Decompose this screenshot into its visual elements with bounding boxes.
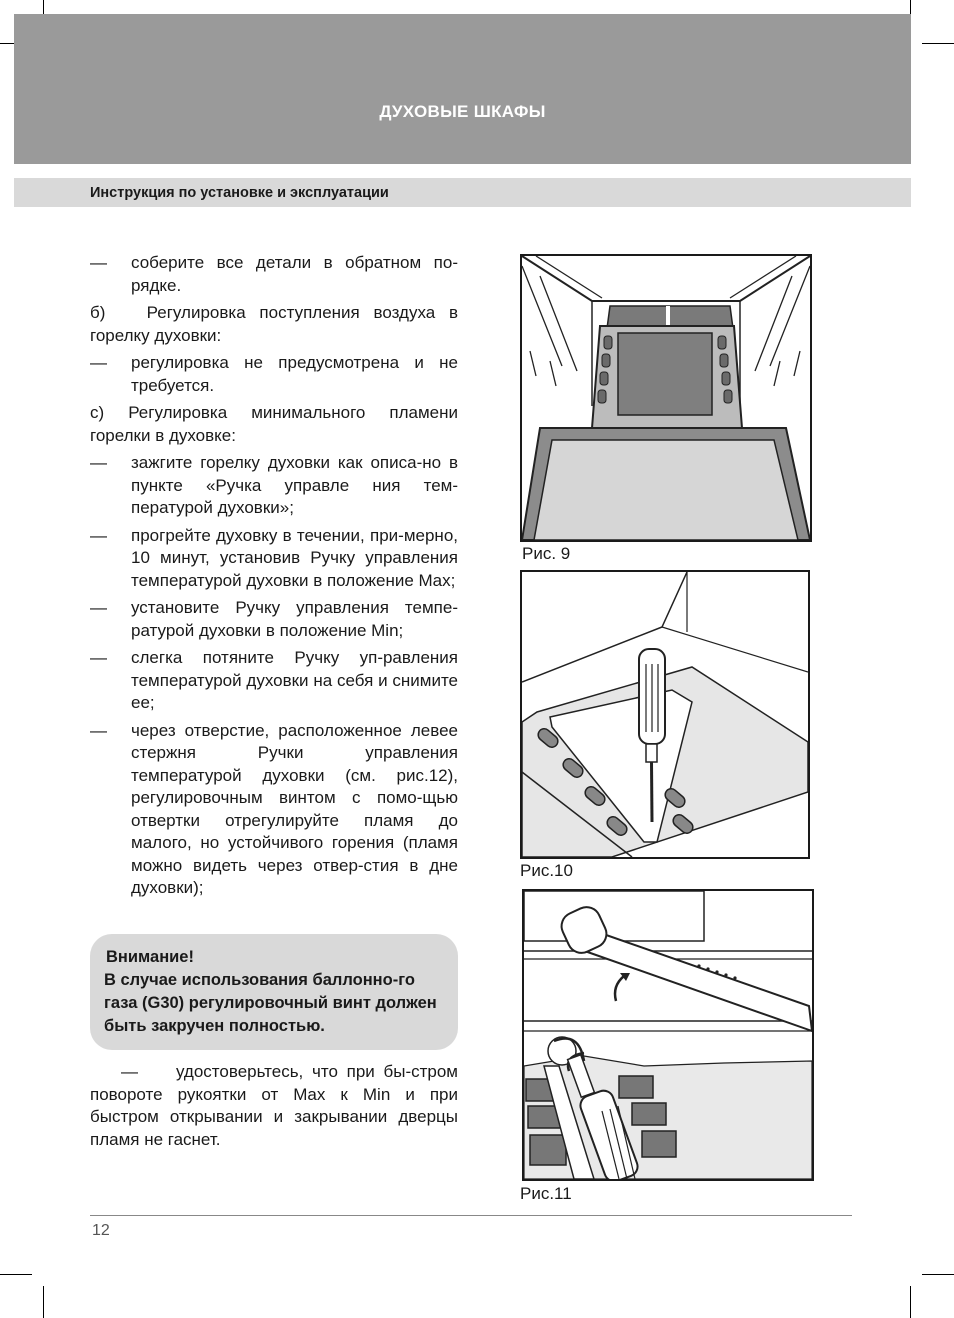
paragraph: с) Регулировка минимального пламени горелки в духовке: — [90, 403, 458, 445]
footer-divider — [90, 1215, 852, 1216]
crop-mark — [910, 1286, 911, 1318]
page-number: 12 — [92, 1222, 110, 1239]
warning-title: Внимание! — [106, 948, 194, 966]
figure-9-caption: Рис. 9 — [522, 544, 571, 563]
text-column — [90, 252, 458, 905]
dash-marker: — — [90, 525, 107, 545]
figure-11-illustration — [522, 889, 814, 1181]
dash-marker: — — [90, 598, 107, 617]
header-banner — [14, 14, 911, 164]
list-item — [90, 452, 458, 520]
knob-removal-drawing — [524, 891, 812, 1179]
dash-marker: — — [90, 453, 107, 472]
dash-marker: — — [90, 353, 107, 372]
item-text: прогрейте духовку в течении, при-мерно, 10 минут, установив Ручку управления температурой духовки в положение Max; — [131, 525, 458, 590]
paragraph: б) Регулировка поступления воздуха в горелку духовки: — [90, 303, 458, 345]
warning-box — [90, 934, 458, 1050]
list-item — [90, 597, 458, 642]
figure-11-caption: Рис.11 — [520, 1184, 572, 1203]
item-text: слегка потяните Ручку уп-равления температурой духовки на себя и снимите ее; — [131, 648, 458, 712]
list-item — [90, 252, 458, 297]
figure-9-illustration — [520, 254, 812, 542]
item-text: соберите все детали в обратном по-рядке. — [131, 253, 458, 295]
list-item — [90, 525, 458, 593]
item-text: установите Ручку управления темпе-ратурой духовки в положение Min; — [131, 598, 458, 640]
item-text: через отверстие, расположенное левее стержня Ручки управления температурой духовки (см. рис.12), регулировочным винтом с помо-щью отвертки отрегулируйте пламя до малого, но устойчивого горения (пламя можно видеть через отвер-стия в дне духовки); — [131, 720, 458, 897]
list-item — [90, 352, 458, 397]
subheader-bar — [14, 178, 911, 207]
oven-interior-drawing — [522, 256, 810, 540]
crop-mark — [922, 1274, 954, 1275]
final-paragraph — [90, 1061, 458, 1151]
crop-mark — [922, 43, 954, 44]
figure-10-caption: Рис.10 — [520, 861, 573, 880]
item-text: зажгите горелку духовки как описа-но в пункте «Ручка управле ния тем-пературой духовки»; — [131, 453, 458, 517]
warning-text: В случае использования баллонно-го газа (G30) регулировочный винт должен быть закручен полностью. — [104, 971, 437, 1035]
dash-marker: — — [90, 720, 107, 740]
crop-mark — [43, 1286, 44, 1318]
item-text: регулировка не предусмотрена и не требуется. — [131, 353, 458, 395]
figure-10-illustration — [520, 570, 810, 859]
list-item — [90, 720, 458, 900]
final-text: удостоверьтесь, что при бы-стром повороте рукоятки от Max к Min и при быстром открывании и закрывании дверцы пламя не гаснет. — [90, 1062, 458, 1149]
list-item — [90, 647, 458, 715]
screwdriver-adjustment-drawing — [522, 572, 808, 857]
page-title: ДУХОВЫЕ ШКАФЫ — [379, 102, 546, 121]
dash-marker: — — [90, 253, 107, 272]
dash-marker: — — [90, 648, 107, 667]
dash-marker: — — [121, 1062, 138, 1081]
crop-mark — [0, 1274, 32, 1275]
section-subtitle: Инструкция по установке и эксплуатации — [90, 185, 389, 201]
